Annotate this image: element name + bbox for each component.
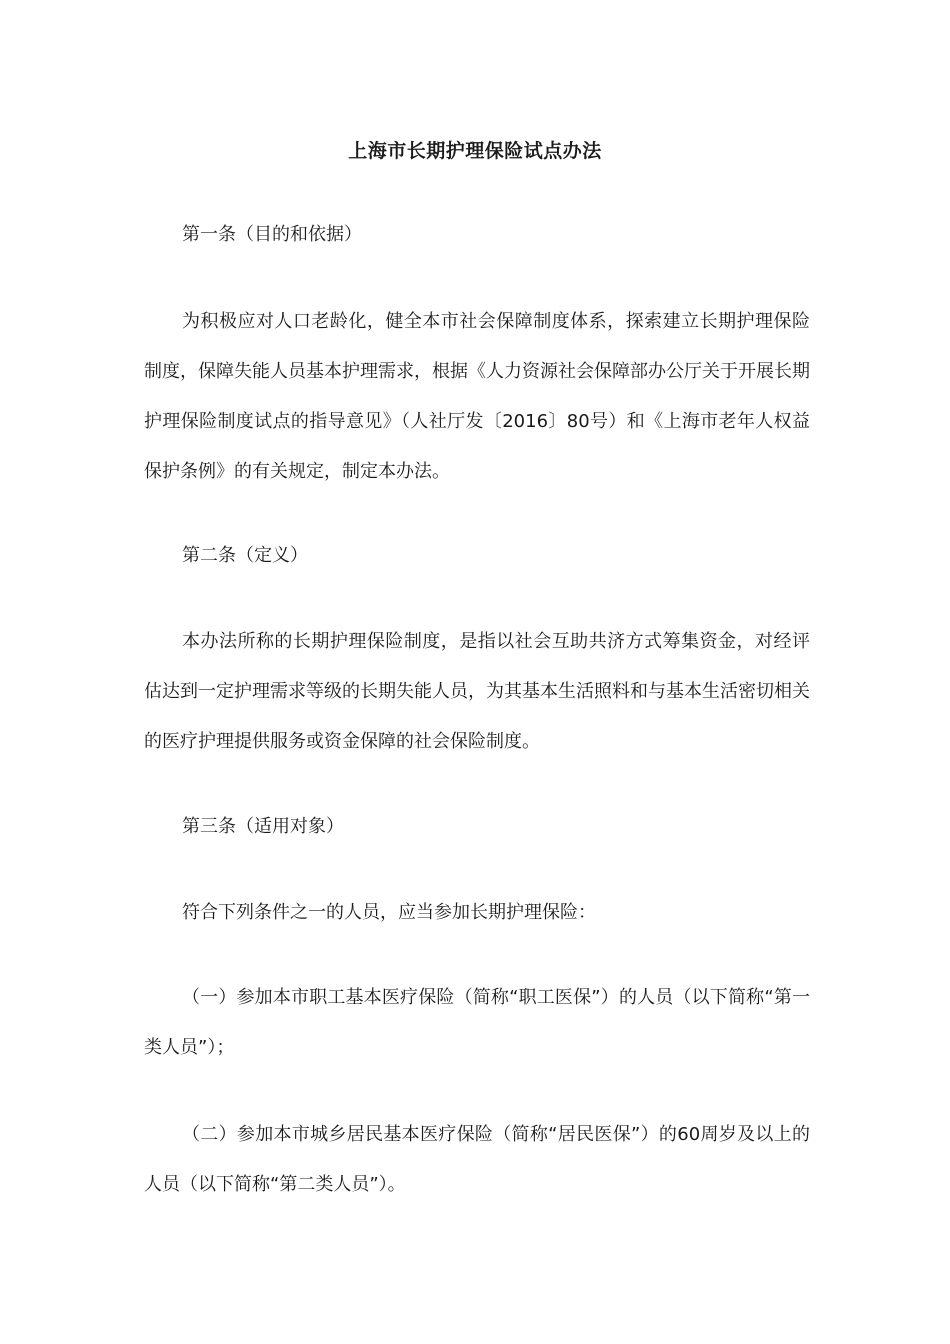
article-3-item-1: [144, 973, 810, 1073]
article-heading: 第二条（定义）: [182, 545, 308, 566]
paragraph: 符合下列条件之一的人员，应当参加长期护理保险：: [182, 902, 596, 923]
article-2-body: [144, 617, 810, 767]
article-3-item-2: [144, 1110, 810, 1210]
article-3-heading: [144, 802, 810, 852]
article-2-heading: [144, 531, 810, 581]
article-heading: 第三条（适用对象）: [182, 816, 344, 837]
paragraph: 本办法所称的长期护理保险制度，是指以社会互助共济方式筹集资金，对经评估达到一定护理需求等级的长期失能人员，为其基本生活照料和与基本生活密切相关的医疗护理提供服务或资金保障的社会保险制度。: [144, 631, 810, 752]
article-heading: 第一条（目的和依据）: [182, 224, 362, 245]
article-1-heading: [144, 210, 810, 260]
article-1-body: [144, 297, 810, 497]
document-title: 上海市长期护理保险试点办法: [348, 140, 602, 162]
article-3-intro: [144, 888, 810, 938]
list-item: （一）参加本市职工基本医疗保险（简称“职工医保”）的人员（以下简称“第一类人员”）；: [144, 987, 810, 1058]
list-item: （二）参加本市城乡居民基本医疗保险（简称“居民医保”）的60周岁及以上的人员（以下简称“第二类人员”）。: [144, 1124, 810, 1195]
paragraph: 为积极应对人口老龄化，健全本市社会保障制度体系，探索建立长期护理保险制度，保障失能人员基本护理需求，根据《人力资源社会保障部办公厅关于开展长期护理保险制度试点的指导意见》（人社厅发〔2016〕80号）和《上海市老年人权益保护条例》的有关规定，制定本办法。: [144, 311, 810, 482]
